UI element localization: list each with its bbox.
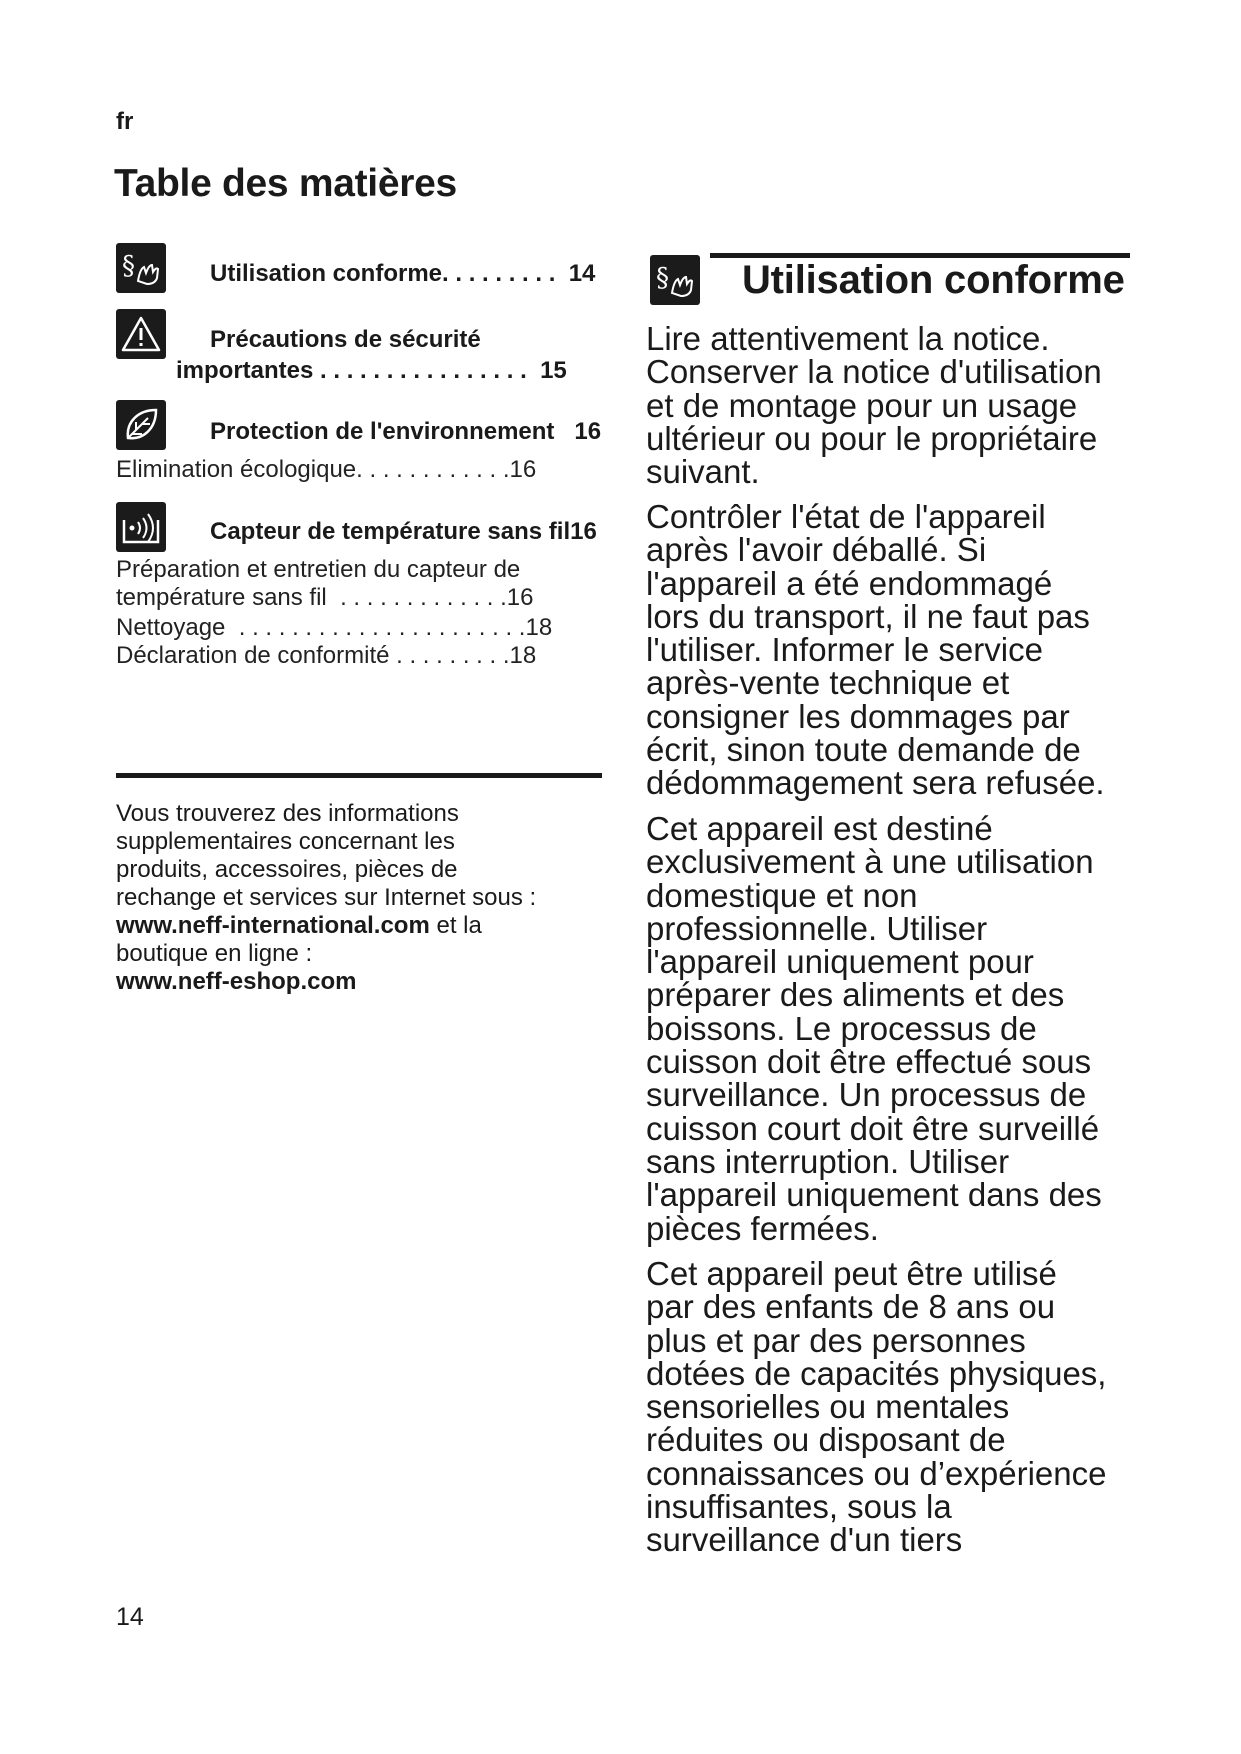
- page-number: 14: [116, 1603, 144, 1631]
- info-line: rechange et services sur Internet sous :: [116, 884, 537, 911]
- info-line: Vous trouverez des informations: [116, 800, 459, 827]
- warning-triangle-icon: [116, 309, 166, 359]
- divider: [116, 773, 602, 778]
- toc-entry-capteur[interactable]: Capteur de température sans fil16: [210, 518, 597, 545]
- info-text: et la: [429, 912, 482, 939]
- toc-entry-precautions[interactable]: Précautions de sécurité: [210, 326, 481, 353]
- svg-text:§: §: [122, 251, 135, 281]
- info-line: produits, accessoires, pièces de: [116, 856, 458, 883]
- toc-subentry-elimination[interactable]: Elimination écologique. . . . . . . . . . . .16: [116, 456, 537, 483]
- paragraph-2: Contrôler l'état de l'appareil après l'avoir déballé. Si l'appareil a été endommagé lors du transport, il ne faut pas l'utiliser. Informer le service après-vente technique et consigner les dommages par écrit, sinon toute demande de dédommagement sera refusée.: [646, 498, 1105, 802]
- toc-entry-environnement[interactable]: Protection de l'environnement 16: [210, 418, 602, 445]
- toc-title: Table des matières: [114, 162, 457, 205]
- section-title: Utilisation conforme: [742, 258, 1125, 302]
- toc-entry-precautions-cont[interactable]: importantes . . . . . . . . . . . . . . . . 15: [176, 357, 567, 384]
- paragraph-3: Cet appareil est destiné exclusivement à une utilisation domestique et non professionnelle. Utiliser l'appareil uniquement pour préparer des aliments et des boissons. Le processus de cuisson doit être effectué sous surveillance. Un processus de cuisson court doit être surveillé sans interruption. Utiliser l'appareil uniquement dans des pièces fermées.: [646, 810, 1102, 1247]
- toc-subentry-declaration[interactable]: Déclaration de conformité . . . . . . . . .18: [116, 642, 537, 669]
- url-neff-eshop[interactable]: www.neff-eshop.com: [116, 968, 357, 995]
- svg-text:§: §: [656, 263, 669, 293]
- wireless-sensor-icon: [116, 502, 166, 552]
- info-line: supplementaires concernant les: [116, 828, 455, 855]
- paragraph-4: Cet appareil peut être utilisé par des enfants de 8 ans ou plus et par des personnes dotées de capacités physiques, sensorielles ou mentales réduites ou disposant de connaissances ou d’expérience insuffisantes, sous la surveillance d'un tiers: [646, 1255, 1107, 1559]
- toc-subentry-preparation[interactable]: Préparation et entretien du capteur de: [116, 556, 521, 583]
- info-line: boutique en ligne :: [116, 940, 313, 967]
- toc-subentry-nettoyage[interactable]: Nettoyage . . . . . . . . . . . . . . . . . . . . . .18: [116, 614, 553, 641]
- info-block: [116, 800, 606, 996]
- paragraph-hand-icon: [116, 243, 166, 293]
- url-neff-international[interactable]: www.neff-international.com: [116, 912, 430, 939]
- toc-entry-utilisation[interactable]: Utilisation conforme. . . . . . . . . 14: [210, 260, 596, 287]
- paragraph-1: Lire attentivement la notice. Conserver la notice d'utilisation et de montage pour un usage ultérieur ou pour le propriétaire suivant.: [646, 320, 1102, 491]
- leaf-icon: [116, 400, 166, 450]
- language-code: fr: [116, 108, 134, 135]
- paragraph-hand-icon: [650, 255, 700, 305]
- toc-subentry-preparation-cont[interactable]: température sans fil . . . . . . . . . . . . .16: [116, 584, 534, 611]
